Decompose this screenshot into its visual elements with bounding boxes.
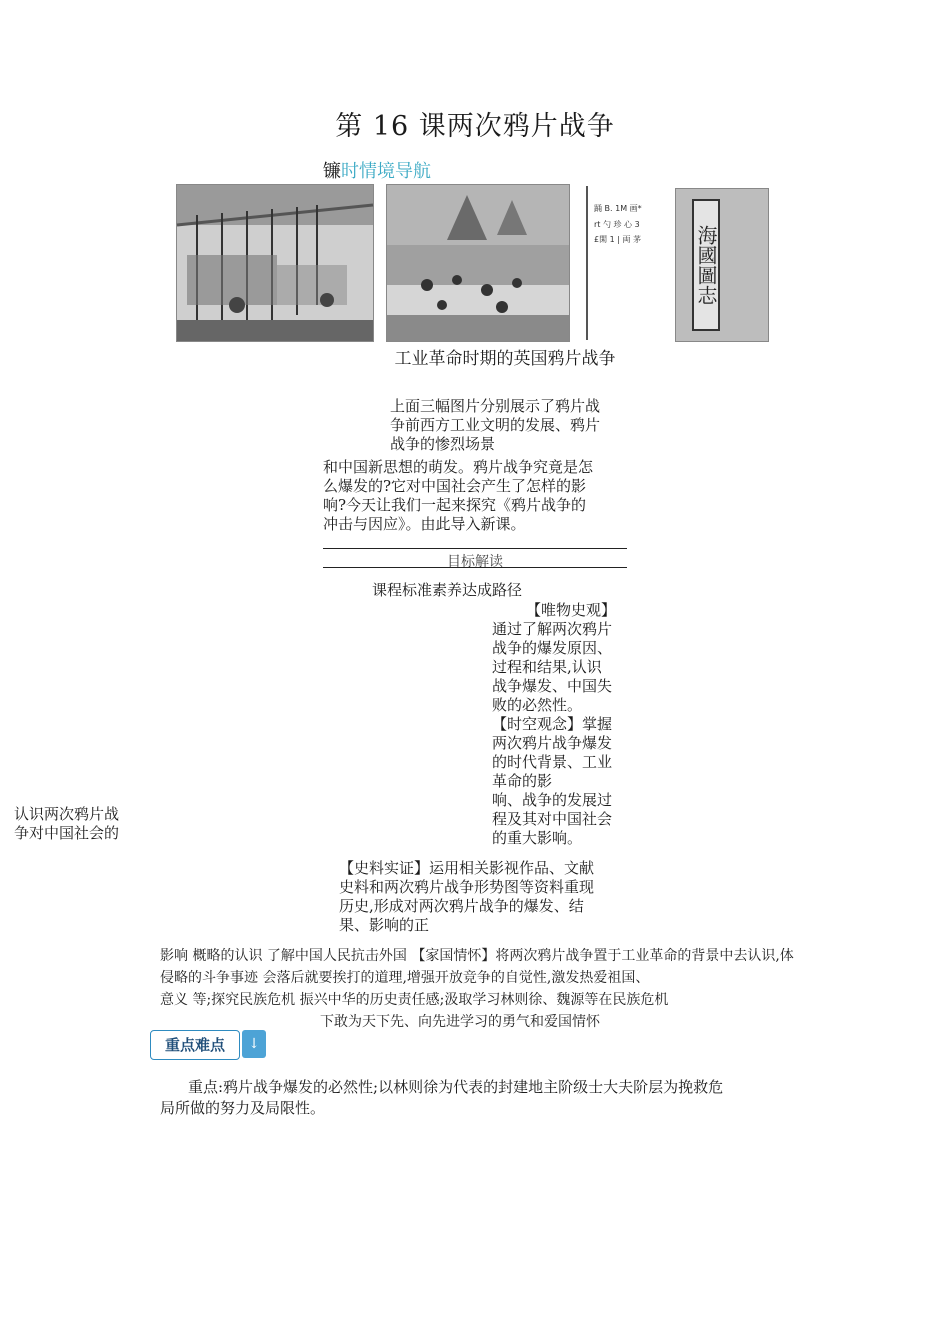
core-line: 通过了解两次鸦片 — [492, 620, 613, 638]
intro-line: 冲击与因应》。由此导入新课。 — [323, 515, 526, 533]
table-header: 课程标准素养达成路径 — [372, 581, 523, 599]
evidence-line: 果、影响的正 — [339, 916, 430, 934]
core-line: 【唯物史观】 — [526, 601, 617, 619]
book-cover-title: 海國圖志 — [692, 199, 720, 331]
nav-prefix: 镰 — [323, 161, 341, 182]
core-line: 败的必然性。 — [492, 696, 583, 714]
intro-line: 响?今天让我们一起来探究《鸦片战争的 — [323, 496, 587, 514]
target-section-label: 目标解读 — [447, 554, 503, 570]
evidence-block — [339, 859, 594, 935]
image-divider-line — [586, 186, 588, 340]
key-points-badge — [150, 1030, 268, 1060]
intro-line: 战争的惨烈场景 — [390, 435, 496, 453]
key-points-line: 重点:鸦片战争爆发的必然性;以林则徐为代表的封建地主阶级士大夫阶层为挽救危 — [188, 1078, 724, 1096]
core-line: 两次鸦片战争爆发 — [492, 734, 613, 752]
overlap-line: 影响 概略的认识 了解中国人民抗击外国 【家国情怀】将两次鸦片战争置于工业革命的背景中去认识,体 — [160, 948, 794, 964]
core-line: 响、战争的发展过 — [492, 791, 613, 809]
overlap-line: 下敢为天下先、向先进学习的勇气和爱国情怀 — [320, 1014, 600, 1030]
battle-photo — [386, 184, 570, 342]
core-line: 过程和结果,认识 — [492, 658, 602, 676]
target-top-rule — [323, 548, 627, 549]
book-cover-photo — [675, 188, 769, 342]
standard-line: 争对中国社会的 — [14, 824, 120, 842]
core-line: 革命的影 — [492, 772, 553, 790]
evidence-line: 史料和两次鸦片战争形势图等资料重现 — [339, 878, 595, 896]
intro-full-block — [323, 458, 593, 534]
core-line: 的时代背景、工业 — [492, 753, 613, 771]
factory-photo — [176, 184, 374, 342]
evidence-line: 历史,形成对两次鸦片战争的爆发、结 — [339, 897, 584, 915]
nav-label-text: 时情境导航 — [341, 161, 431, 182]
intro-line: 争前西方工业文明的发展、鸦片 — [390, 416, 601, 434]
image-side-text-2: rt 勺 珍 心 3 — [594, 220, 640, 229]
core-line: 战争爆发、中国失 — [492, 677, 613, 695]
core-literacy-column — [492, 601, 632, 848]
double-chevron-down-icon: ↓ — [242, 1030, 266, 1058]
factory-illustration — [177, 185, 373, 341]
core-line: 的重大影响。 — [492, 829, 583, 847]
core-line: 程及其对中国社会 — [492, 810, 613, 828]
overlap-line: 侵略的斗争事迹 会落后就要挨打的道理,增强开放竞争的自觉性,激发热爱祖国、 — [160, 970, 650, 986]
section-nav-label — [323, 157, 431, 183]
battle-illustration — [387, 185, 569, 341]
evidence-line: 【史料实证】运用相关影视作品、文献 — [339, 859, 595, 877]
image-side-text-3: £閑 1 | 両 茅 — [594, 235, 642, 244]
curriculum-standard-column — [14, 805, 120, 842]
key-points-label: 重点难点 — [150, 1030, 240, 1060]
image-side-text-1: 踊 B. 1M 画* — [594, 204, 642, 213]
standard-line: 认识两次鸦片战 — [14, 805, 120, 823]
intro-line: 上面三幅图片分别展示了鸦片战 — [390, 397, 601, 415]
page-title: 第 16 课两次鸦片战争 — [335, 111, 615, 142]
overlap-line: 意义 等;探究民族危机 振兴中华的历史责任感;汲取学习林则徐、魏源等在民族危机 — [160, 992, 669, 1008]
target-bottom-rule — [323, 567, 627, 568]
core-line: 战争的爆发原因、 — [492, 639, 613, 657]
intro-indented-block — [390, 397, 600, 454]
intro-line: 和中国新思想的萌发。鸦片战争究竟是怎 — [323, 458, 594, 476]
image-caption: 工业革命时期的英国鸦片战争 — [394, 349, 616, 369]
overlapping-text-region — [160, 945, 800, 1030]
key-points-text — [160, 1077, 800, 1117]
core-line: 【时空观念】掌握 — [492, 715, 613, 733]
key-points-line: 局所做的努力及局限性。 — [160, 1099, 326, 1117]
intro-line: 么爆发的?它对中国社会产生了怎样的影 — [323, 477, 587, 495]
